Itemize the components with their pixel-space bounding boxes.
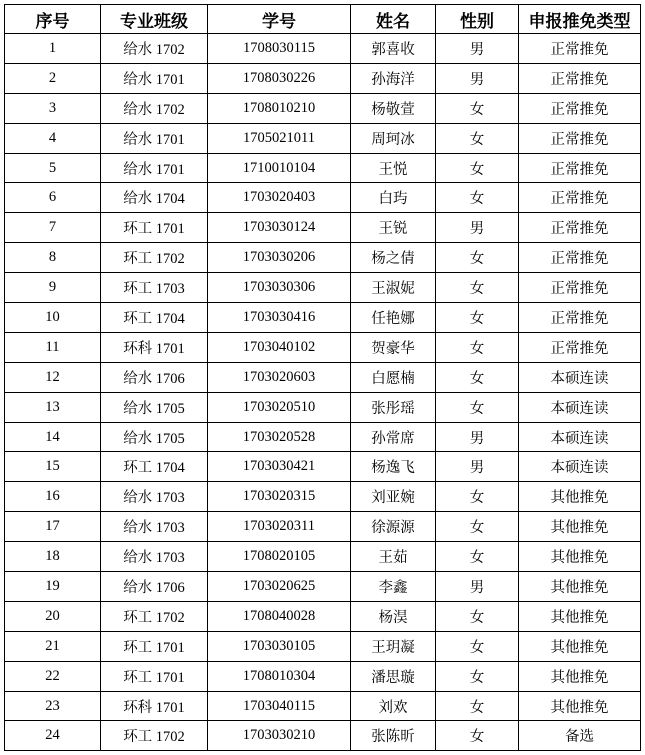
cell-serial-no: 9 — [5, 273, 101, 303]
cell-class: 给水 1703 — [101, 542, 208, 572]
header-name: 姓名 — [351, 5, 436, 34]
cell-name: 白愿楠 — [351, 362, 436, 392]
header-serial-no: 序号 — [5, 5, 101, 34]
cell-student-id: 1703020315 — [208, 482, 351, 512]
cell-recommendation-type: 正常推免 — [519, 93, 641, 123]
cell-serial-no: 15 — [5, 452, 101, 482]
cell-gender: 女 — [436, 601, 519, 631]
cell-name: 杨淏 — [351, 601, 436, 631]
cell-name: 刘亚婉 — [351, 482, 436, 512]
cell-name: 周珂冰 — [351, 123, 436, 153]
table-row — [5, 631, 641, 661]
cell-student-id: 1703040102 — [208, 332, 351, 362]
recommendation-table — [4, 4, 641, 751]
cell-class: 给水 1701 — [101, 63, 208, 93]
table-row — [5, 273, 641, 303]
cell-class: 环工 1701 — [101, 631, 208, 661]
cell-serial-no: 20 — [5, 601, 101, 631]
cell-recommendation-type: 正常推免 — [519, 243, 641, 273]
cell-gender: 女 — [436, 183, 519, 213]
header-student-id: 学号 — [208, 5, 351, 34]
cell-student-id: 1708030115 — [208, 34, 351, 64]
table-row — [5, 482, 641, 512]
cell-student-id: 1703020528 — [208, 422, 351, 452]
cell-recommendation-type: 正常推免 — [519, 153, 641, 183]
cell-name: 郭喜收 — [351, 34, 436, 64]
cell-student-id: 1703020403 — [208, 183, 351, 213]
cell-gender: 女 — [436, 691, 519, 721]
cell-student-id: 1710010104 — [208, 153, 351, 183]
cell-class: 给水 1701 — [101, 123, 208, 153]
cell-name: 任艳娜 — [351, 303, 436, 333]
cell-student-id: 1703020603 — [208, 362, 351, 392]
cell-class: 环工 1704 — [101, 452, 208, 482]
cell-serial-no: 8 — [5, 243, 101, 273]
cell-gender: 女 — [436, 123, 519, 153]
cell-recommendation-type: 正常推免 — [519, 34, 641, 64]
cell-name: 潘思璇 — [351, 661, 436, 691]
table-row — [5, 362, 641, 392]
cell-class: 给水 1703 — [101, 512, 208, 542]
cell-recommendation-type: 其他推免 — [519, 661, 641, 691]
cell-serial-no: 14 — [5, 422, 101, 452]
cell-serial-no: 13 — [5, 392, 101, 422]
cell-name: 孙常席 — [351, 422, 436, 452]
table-row — [5, 213, 641, 243]
cell-serial-no: 22 — [5, 661, 101, 691]
cell-recommendation-type: 正常推免 — [519, 63, 641, 93]
cell-recommendation-type: 备选 — [519, 721, 641, 751]
cell-gender: 男 — [436, 34, 519, 64]
cell-gender: 女 — [436, 721, 519, 751]
cell-name: 杨逸飞 — [351, 452, 436, 482]
table-row — [5, 183, 641, 213]
cell-gender: 女 — [436, 631, 519, 661]
cell-serial-no: 4 — [5, 123, 101, 153]
cell-class: 给水 1701 — [101, 153, 208, 183]
cell-student-id: 1703020311 — [208, 512, 351, 542]
cell-recommendation-type: 正常推免 — [519, 183, 641, 213]
table-row — [5, 422, 641, 452]
header-class: 专业班级 — [101, 5, 208, 34]
cell-class: 给水 1704 — [101, 183, 208, 213]
cell-recommendation-type: 本硕连读 — [519, 392, 641, 422]
cell-name: 徐源源 — [351, 512, 436, 542]
cell-student-id: 1703030416 — [208, 303, 351, 333]
cell-class: 环工 1702 — [101, 721, 208, 751]
cell-serial-no: 16 — [5, 482, 101, 512]
cell-serial-no: 6 — [5, 183, 101, 213]
cell-serial-no: 11 — [5, 332, 101, 362]
cell-class: 环工 1701 — [101, 661, 208, 691]
table-row — [5, 572, 641, 602]
cell-name: 张陈昕 — [351, 721, 436, 751]
cell-name: 刘欢 — [351, 691, 436, 721]
cell-gender: 女 — [436, 542, 519, 572]
cell-name: 贺豪华 — [351, 332, 436, 362]
cell-serial-no: 3 — [5, 93, 101, 123]
cell-gender: 女 — [436, 482, 519, 512]
cell-serial-no: 17 — [5, 512, 101, 542]
table-row — [5, 542, 641, 572]
cell-name: 杨敬萱 — [351, 93, 436, 123]
cell-gender: 女 — [436, 273, 519, 303]
cell-name: 白玙 — [351, 183, 436, 213]
cell-class: 环工 1702 — [101, 601, 208, 631]
cell-class: 给水 1702 — [101, 34, 208, 64]
cell-name: 王锐 — [351, 213, 436, 243]
cell-name: 王悦 — [351, 153, 436, 183]
cell-class: 环科 1701 — [101, 332, 208, 362]
cell-recommendation-type: 正常推免 — [519, 332, 641, 362]
cell-gender: 女 — [436, 392, 519, 422]
table-row — [5, 243, 641, 273]
cell-class: 给水 1705 — [101, 392, 208, 422]
cell-gender: 女 — [436, 661, 519, 691]
cell-recommendation-type: 本硕连读 — [519, 452, 641, 482]
cell-class: 环科 1701 — [101, 691, 208, 721]
cell-class: 给水 1702 — [101, 93, 208, 123]
cell-class: 给水 1706 — [101, 362, 208, 392]
cell-class: 给水 1703 — [101, 482, 208, 512]
cell-serial-no: 24 — [5, 721, 101, 751]
cell-class: 环工 1701 — [101, 213, 208, 243]
table-header-row — [5, 5, 641, 34]
cell-recommendation-type: 正常推免 — [519, 213, 641, 243]
table-row — [5, 303, 641, 333]
cell-class: 给水 1705 — [101, 422, 208, 452]
cell-gender: 男 — [436, 63, 519, 93]
cell-student-id: 1703030206 — [208, 243, 351, 273]
cell-student-id: 1703030105 — [208, 631, 351, 661]
cell-recommendation-type: 其他推免 — [519, 482, 641, 512]
cell-recommendation-type: 其他推免 — [519, 542, 641, 572]
table-row — [5, 332, 641, 362]
cell-class: 给水 1706 — [101, 572, 208, 602]
cell-student-id: 1708010210 — [208, 93, 351, 123]
cell-student-id: 1708010304 — [208, 661, 351, 691]
cell-recommendation-type: 其他推免 — [519, 601, 641, 631]
cell-gender: 男 — [436, 422, 519, 452]
cell-name: 王淑妮 — [351, 273, 436, 303]
cell-recommendation-type: 其他推免 — [519, 572, 641, 602]
table-row — [5, 691, 641, 721]
cell-student-id: 1703040115 — [208, 691, 351, 721]
cell-class: 环工 1703 — [101, 273, 208, 303]
table-row — [5, 153, 641, 183]
cell-gender: 男 — [436, 572, 519, 602]
cell-serial-no: 21 — [5, 631, 101, 661]
cell-gender: 女 — [436, 362, 519, 392]
cell-serial-no: 12 — [5, 362, 101, 392]
cell-gender: 女 — [436, 332, 519, 362]
cell-serial-no: 18 — [5, 542, 101, 572]
cell-recommendation-type: 本硕连读 — [519, 422, 641, 452]
cell-class: 环工 1702 — [101, 243, 208, 273]
table-row — [5, 34, 641, 64]
table-row — [5, 512, 641, 542]
table-row — [5, 123, 641, 153]
cell-name: 王玥凝 — [351, 631, 436, 661]
cell-student-id: 1708030226 — [208, 63, 351, 93]
table-row — [5, 661, 641, 691]
cell-name: 李鑫 — [351, 572, 436, 602]
cell-student-id: 1703020625 — [208, 572, 351, 602]
table-body — [5, 34, 641, 751]
cell-student-id: 1703030210 — [208, 721, 351, 751]
cell-name: 杨之倩 — [351, 243, 436, 273]
table-row — [5, 452, 641, 482]
cell-serial-no: 5 — [5, 153, 101, 183]
cell-student-id: 1703020510 — [208, 392, 351, 422]
cell-recommendation-type: 正常推免 — [519, 303, 641, 333]
cell-gender: 女 — [436, 303, 519, 333]
cell-gender: 男 — [436, 213, 519, 243]
cell-name: 王茹 — [351, 542, 436, 572]
cell-recommendation-type: 其他推免 — [519, 631, 641, 661]
table-row — [5, 93, 641, 123]
cell-gender: 女 — [436, 243, 519, 273]
cell-student-id: 1703030124 — [208, 213, 351, 243]
cell-student-id: 1705021011 — [208, 123, 351, 153]
cell-student-id: 1703030421 — [208, 452, 351, 482]
cell-recommendation-type: 其他推免 — [519, 512, 641, 542]
cell-recommendation-type: 正常推免 — [519, 123, 641, 153]
header-recommendation-type: 申报推免类型 — [519, 5, 641, 34]
cell-name: 张彤瑶 — [351, 392, 436, 422]
header-gender: 性别 — [436, 5, 519, 34]
table-row — [5, 721, 641, 751]
table-row — [5, 63, 641, 93]
table-row — [5, 601, 641, 631]
cell-gender: 女 — [436, 512, 519, 542]
cell-gender: 男 — [436, 452, 519, 482]
cell-student-id: 1708020105 — [208, 542, 351, 572]
cell-serial-no: 2 — [5, 63, 101, 93]
cell-student-id: 1708040028 — [208, 601, 351, 631]
cell-recommendation-type: 正常推免 — [519, 273, 641, 303]
cell-name: 孙海洋 — [351, 63, 436, 93]
cell-recommendation-type: 其他推免 — [519, 691, 641, 721]
cell-recommendation-type: 本硕连读 — [519, 362, 641, 392]
cell-gender: 女 — [436, 153, 519, 183]
cell-serial-no: 1 — [5, 34, 101, 64]
cell-serial-no: 7 — [5, 213, 101, 243]
cell-serial-no: 10 — [5, 303, 101, 333]
cell-serial-no: 23 — [5, 691, 101, 721]
table-row — [5, 392, 641, 422]
cell-student-id: 1703030306 — [208, 273, 351, 303]
cell-gender: 女 — [436, 93, 519, 123]
cell-serial-no: 19 — [5, 572, 101, 602]
cell-class: 环工 1704 — [101, 303, 208, 333]
